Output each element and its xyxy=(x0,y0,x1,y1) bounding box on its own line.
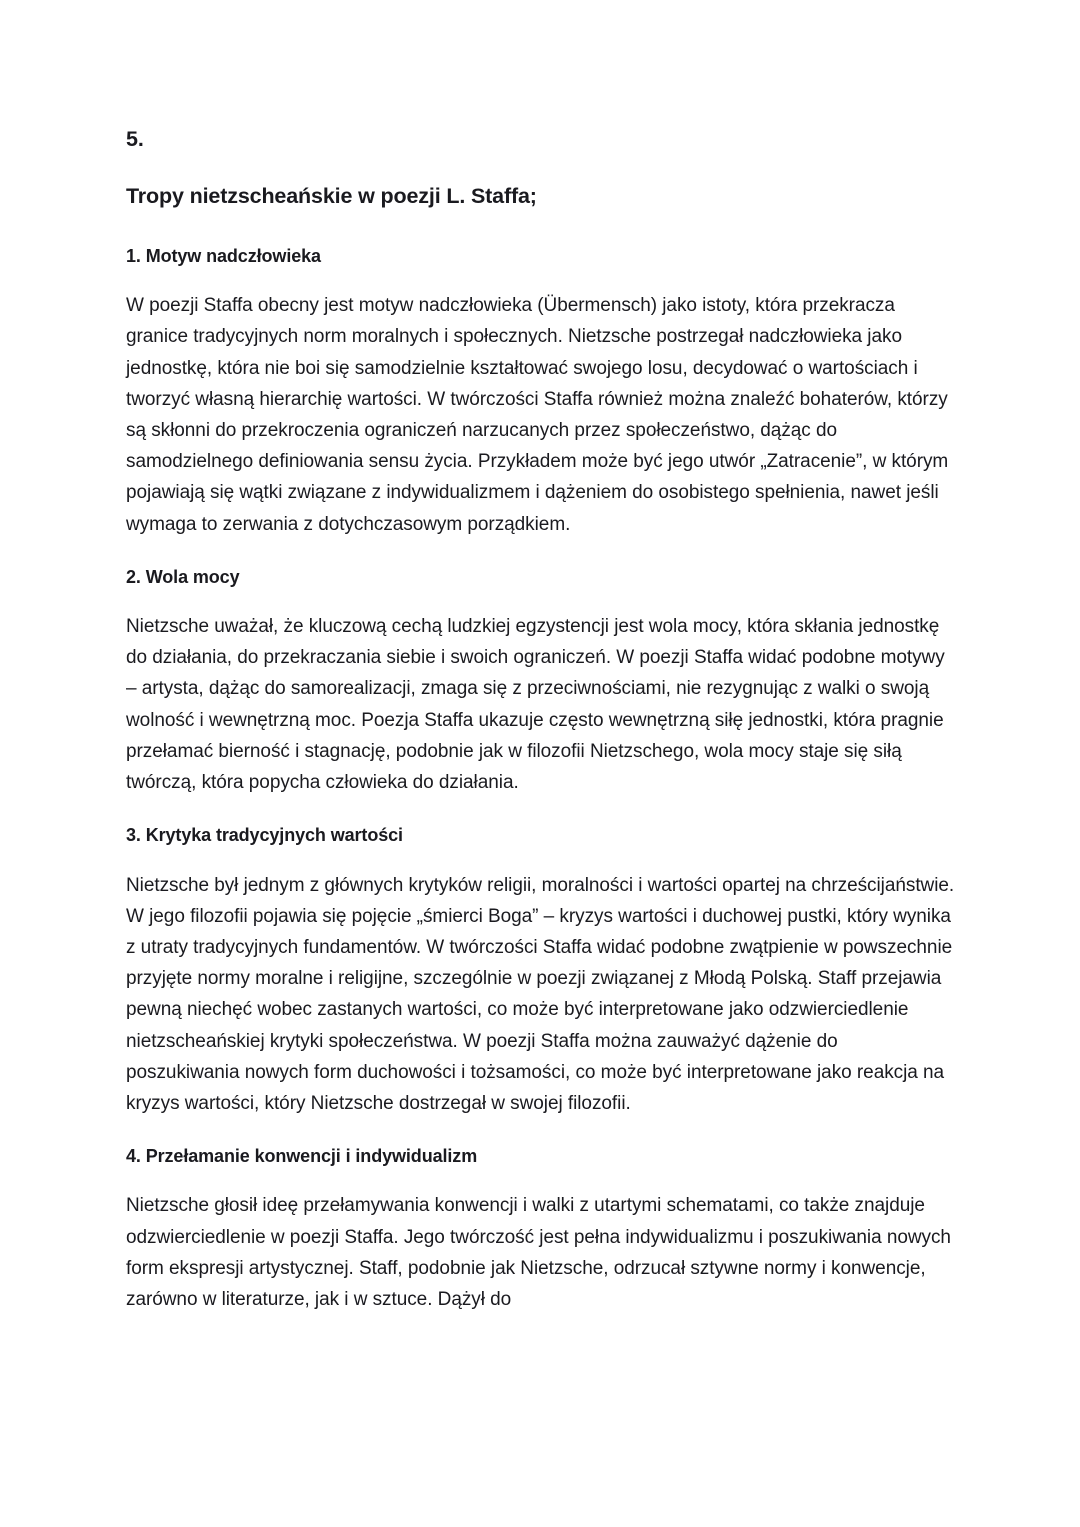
section-heading-3: 3. Krytyka tradycyjnych wartości xyxy=(126,825,403,846)
section-body-1: W poezji Staffa obecny jest motyw nadczłowieka (Übermensch) jako istoty, która przekracza granice tradycyjnych norm moralnych i społecznych. Nietzsche postrzegał nadczłowieka jako jednostkę, która nie boi się samodzielnie kształtować swojego losu, decydować o wartościach i tworzyć własną hierarchię wartości. W twórczości Staffa również można znaleźć bohaterów, którzy są skłonni do przekroczenia ograniczeń narzucanych przez społeczeństwo, dążąc do samodzielnego definiowania sensu życia. Przykładem może być jego utwór „Zatracenie”, w którym pojawiają się wątki związane z indywidualizmem i dążeniem do osobistego spełnienia, nawet jeśli wymaga to zerwania z dotychczasowym porządkiem. xyxy=(126,295,949,535)
section-4 xyxy=(126,1144,956,1315)
section-body-4: Nietzsche głosił ideę przełamywania konwencji i walki z utartymi schematami, co także znajduje odzwierciedlenie w poezji Staffa. Jego twórczość jest pełna indywidualizmu i poszukiwania nowych form ekspresji artystycznej. Staff, podobnie jak Nietzsche, odrzucał sztywne normy i konwencje, zarówno w literaturze, jak i w sztuce. Dążył do xyxy=(126,1195,951,1311)
section-body-2: Nietzsche uważał, że kluczową cechą ludzkiej egzystencji jest wola mocy, która skłania jednostkę do działania, do przekraczania siebie i swoich ograniczeń. W poezji Staffa widać podobne motywy – artysta, dążąc do samorealizacji, zmaga się z przeciwnościami, nie rezygnując z walki o swoją wolność i wewnętrzną moc. Poezja Staffa ukazuje często wewnętrzną siłę jednostki, która pragnie przełamać bierność i stagnację, podobnie jak w filozofii Nietzschego, wola mocy staje się siłą twórczą, która popycha człowieka do działania. xyxy=(126,616,945,794)
document-number: 5. xyxy=(126,127,144,151)
section-heading-4: 4. Przełamanie konwencji i indywidualizm xyxy=(126,1146,478,1167)
section-1 xyxy=(126,244,956,540)
section-2 xyxy=(126,565,956,799)
section-3 xyxy=(126,823,956,1119)
document-title: Tropy nietzscheańskie w poezji L. Staffa; xyxy=(126,183,537,208)
section-heading-2: 2. Wola mocy xyxy=(126,566,240,587)
section-heading-1: 1. Motyw nadczłowieka xyxy=(126,245,321,266)
section-body-3: Nietzsche był jednym z głównych krytyków religii, moralności i wartości opartej na chrześcijaństwie. W jego filozofii pojawia się pojęcie „śmierci Boga” – kryzys wartości i duchowej pustki, który wynika z utraty tradycyjnych fundamentów. W twórczości Staffa widać podobne zwątpienie w powszechnie przyjęte normy moralne i religijne, szczególnie w poezji związanej z Młodą Polską. Staff przejawia pewną niechęć wobec zastanych wartości, co może być interpretowane jako odzwierciedlenie nietzscheańskiej krytyki społeczeństwa. W poezji Staffa można zauważyć dążenie do poszukiwania nowych form duchowości i tożsamości, co może być interpretowane jako reakcja na kryzys wartości, który Nietzsche dostrzegał w swojej filozofii. xyxy=(126,874,955,1114)
